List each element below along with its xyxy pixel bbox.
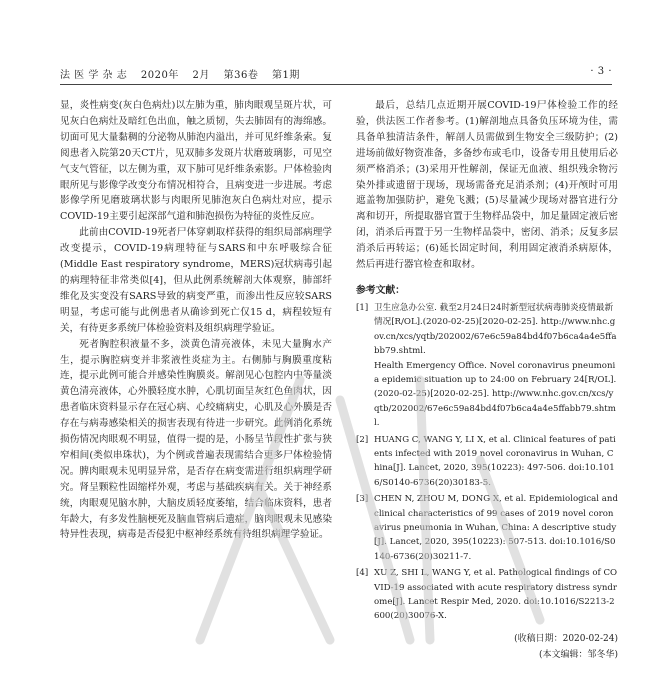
reference-item [356, 301, 618, 431]
journal-volume: 第36卷 [223, 70, 259, 81]
reference-number: [4] [356, 568, 369, 579]
paragraph-other-organs: 死者胸腔积液量不多，淡黄色清亮液体，未见大量胸水产生，提示胸腔病变并非浆液性炎症为主。右侧肺与胸膜重度粘连，提示此例可能合并感染性胸膜炎。解剖见心包腔内中等量淡黄色清亮液体，心外膜轻度水肿，心肌切面呈灰红色鱼肉状，因患者临床资料显示存在冠心病、心绞痛病史，心肌及心外膜是否存在与病毒感染相关的损害表现有待进一步研究。此例消化系统损伤情况肉眼观不明显，值得一提的是，小肠呈节段性扩张与狭窄相间(类似串珠状)，为个例或普遍表现需结合更多尸体检验情况。脾肉眼观未见明显异常，是否存在病变需进行组织病理学研究。肾呈颗粒性固缩样外观，考虑与基础疾病有关。关于神经系统，肉眼观见脑水肿，大脑皮质轻度萎缩，结合临床资料，患者年龄大，有多发性脑梗死及脑血管病后遗症，脑肉眼观未见感染特异性表现，病毒是否侵犯中枢神经系统有待组织病理学验证。 [60, 338, 332, 541]
journal-year: 2020年 [140, 70, 179, 81]
reference-number: [3] [356, 494, 369, 505]
journal-info [60, 66, 310, 81]
reference-number: [1] [356, 302, 369, 313]
right-column [356, 98, 618, 664]
paragraph-lung-findings: 显，炎性病变(灰白色病灶)以左肺为重，肺肉眼观呈斑片状，可见灰白色病灶及暗红色出血，触之质韧，失去肺固有的海绵感。切面可见大量黏稠的分泌物从肺泡内溢出，并可见纤维条索。复阅患者入院第20天CT片，见双肺多发斑片状磨玻璃影，可见空气支气管征，以左侧为重，双下肺可见纤维条索影。尸体检验肉眼所见与影像学改变分布情况相符合，且病变进一步进展。考虑影像学所见磨玻璃状影与肉眼所见肺泡灰白色病灶对应，提示COVID-19主要引起深部气道和肺泡损伤为特征的炎性反应。 [60, 100, 332, 223]
paragraph-pathology-comparison: 此前由COVID-19死者尸体穿刺取样获得的组织局部病理学改变提示，COVID-19病理特征与SARS和中东呼吸综合征(Middle East respiratory syndrome，MERS)冠状病毒引起的病理特征非常类似[4]，但从此例系统解剖大体观察，肺部纤维化及实变没有SARS导致的病变严重，而渗出性反应较SARS明显，考虑可能与此例患者从确诊到死亡仅15 d，病程较短有关，有待更多系统尸体检验资料及组织病理学验证。 [60, 227, 332, 334]
journal-issue: 第1期 [272, 70, 300, 81]
references-title: 参考文献： [356, 284, 405, 296]
page-number: · 3 · [590, 66, 612, 77]
reference-item [356, 566, 618, 624]
reference-item [356, 433, 618, 491]
paragraph-experience-summary: 最后，总结几点近期开展COVID-19尸体检验工作的经验，供法医工作者参考。(1)解剖地点具备负压环境为佳，需具备单独清洁条件，解剖人员需做到生物安全三级防护；(2)进场前做好物资准备，多备纱布或毛巾，设备专用且使用后必须严格消杀；(3)采用开性解剖，保证无血液、组织残余物污染外排或遗留于现场，现场需备充足消杀剂；(4)开颅时可用遮盖物加强防护，避免飞溅；(5)尽量减少现场对器官进行分离和切开，所提取器官置于生物样品袋中，加足量固定液后密闭，消杀后再置于另一生物样品袋中，密闭、消杀；反复多层消杀后再转运；(6)延长固定时间，利用固定液消杀病原体，然后再进行器官检查和取材。 [356, 100, 618, 271]
journal-month: 2月 [192, 70, 210, 81]
reference-body [374, 566, 618, 624]
reference-text: XU Z, SHI L, WANG Y, et al. Pathological findings of COVID-19 associated with acute respiratory distress syndrome[J]. Lancet Respir Med, 2020. doi:10.1016/S2213-2600(20)30076-X. [374, 568, 618, 622]
reference-number: [2] [356, 434, 369, 445]
reference-text-en: Health Emergency Office. Novel coronavirus pneumonia epidemic situation up to 24:00 on February 24[R/OL]. (2020-02-25)[2020-02-25]. http://www.nhc.gov.cn/xcs/yqtb/202002/67e6c59a84bd4f07b6ca4a4e5ffabb79.shtml. [374, 360, 617, 429]
reference-body [374, 301, 618, 431]
reference-body [374, 492, 618, 564]
reference-text: CHEN N, ZHOU M, DONG X, et al. Epidemiological and clinical characteristics of 99 cases of 2019 novel coronavirus pneumonia in Wuhan, China: A descriptive study[J]. Lancet, 2020, 395(10223): 507-513. doi:10.1016/S0140-6736(20)30211-7. [374, 494, 618, 562]
reference-text-cn: 卫生应急办公室. 截至2月24日24时新型冠状病毒肺炎疫情最新情况[R/OL].(2020-02-25)[2020-02-25]. http://www.nhc.gov.cn/xcs/yqtb/202002/67e6c59a84bd4f07b6ca4a4e5ffabb79.shtml. [374, 302, 617, 357]
left-column [60, 98, 332, 543]
editor-credit: (本文编辑：邹冬华) [538, 649, 618, 660]
reference-item [356, 492, 618, 564]
journal-name: 法 医 学 杂 志 [60, 70, 128, 81]
reference-text: HUANG C, WANG Y, LI X, et al. Clinical features of patients infected with 2019 novel coronavirus in Wuhan, China[J]. Lancet, 2020, 395(10223): 497-506. doi:10.1016/S0140-6736(20)30183-5. [374, 434, 616, 488]
received-date: (收稿日期：2020-02-24) [514, 633, 618, 644]
reference-body [374, 433, 618, 491]
running-header [60, 62, 612, 85]
